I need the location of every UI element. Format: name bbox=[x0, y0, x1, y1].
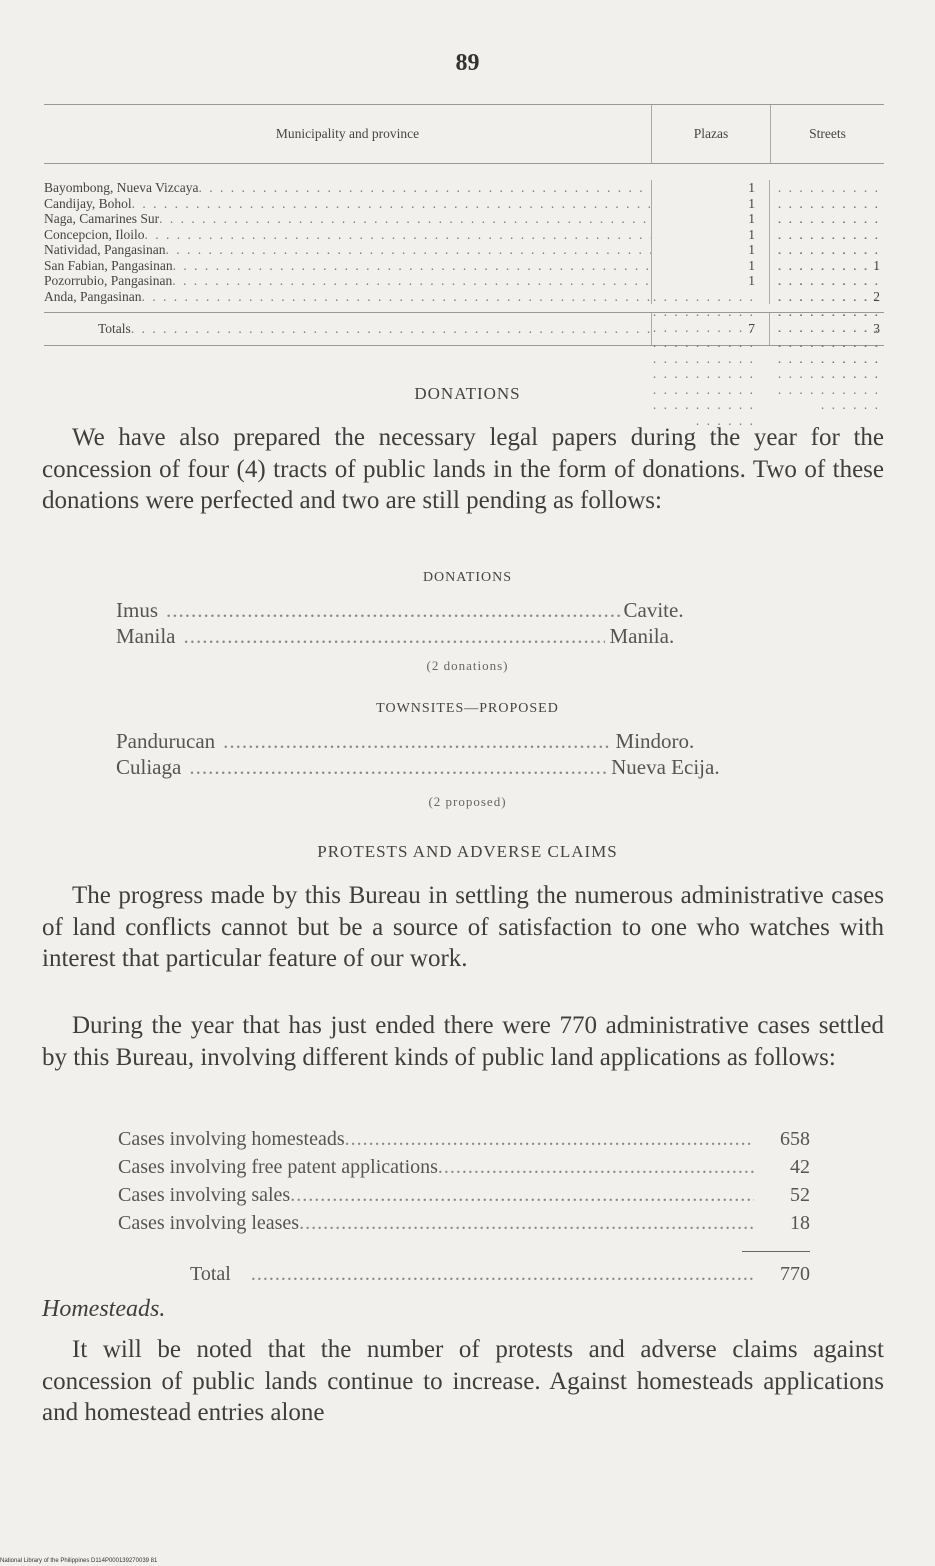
row-streets: 2 bbox=[769, 289, 884, 305]
list-province: Nueva Ecija. bbox=[611, 755, 720, 779]
case-label: Cases involving sales bbox=[118, 1184, 291, 1206]
total-value: 770 bbox=[780, 1263, 810, 1285]
townsites-note: (2 proposed) bbox=[428, 794, 507, 809]
list-province: Mindoro. bbox=[615, 729, 695, 753]
list-item bbox=[116, 597, 684, 623]
header-municipality: Municipality and province bbox=[275, 126, 420, 141]
row-plazas: 1 bbox=[651, 196, 769, 212]
case-value: 42 bbox=[790, 1156, 810, 1178]
donations-list bbox=[116, 597, 684, 649]
row-name: Natividad, Pangasinan bbox=[44, 242, 166, 257]
townsites-list bbox=[116, 728, 720, 780]
list-province: Manila. bbox=[609, 624, 675, 648]
protests-heading: PROTESTS AND ADVERSE CLAIMS bbox=[317, 842, 618, 861]
case-value: 52 bbox=[790, 1184, 810, 1206]
case-label: Cases involving homesteads bbox=[118, 1128, 345, 1150]
list-place: Manila bbox=[116, 624, 176, 648]
header-streets: Streets bbox=[770, 105, 884, 163]
total-row bbox=[118, 1260, 810, 1288]
totals-plazas: 7 bbox=[651, 313, 769, 345]
total-rule bbox=[742, 1251, 810, 1252]
row-name: Candijay, Bohol bbox=[44, 195, 132, 211]
list-item bbox=[118, 1209, 810, 1237]
row-plazas: 1 bbox=[651, 180, 769, 196]
row-plazas: 1 bbox=[651, 211, 769, 227]
table-row bbox=[44, 227, 884, 243]
case-value: 658 bbox=[780, 1128, 810, 1150]
list-place: Pandurucan bbox=[116, 729, 216, 753]
homesteads-paragraph: It will be noted that the number of protests and adverse claims against concession of public lands continue to increase. Against homesteads applications and homestead entries alone bbox=[42, 1336, 884, 1426]
donations-note: (2 donations) bbox=[426, 658, 509, 673]
table-row bbox=[44, 196, 884, 212]
donations-subheading: DONATIONS bbox=[422, 570, 513, 585]
case-value: 18 bbox=[790, 1212, 810, 1234]
row-name: Anda, Pangasinan bbox=[44, 288, 142, 304]
list-item bbox=[116, 754, 720, 780]
row-plazas: 1 bbox=[651, 242, 769, 258]
case-label: Cases involving leases bbox=[118, 1212, 300, 1234]
page-number: 89 bbox=[455, 50, 480, 76]
table-row bbox=[44, 289, 884, 305]
table-row bbox=[44, 273, 884, 289]
table-row bbox=[44, 180, 884, 196]
table-row bbox=[44, 258, 884, 274]
townsites-heading: TOWNSITES—PROPOSED bbox=[376, 701, 559, 716]
protests-paragraph-2: During the year that has just ended there were 770 administrative cases settled by this Bureau, involving different kinds of public land applications as follows: bbox=[42, 1012, 884, 1071]
protests-paragraph-1: The progress made by this Bureau in settling the numerous administrative cases of land conflicts cannot but be a source of satisfaction to one who watches with interest that particular feature of our work. bbox=[42, 882, 884, 972]
donations-paragraph: We have also prepared the necessary legal papers during the year for the concession of four (4) tracts of public lands in the form of donations. Two of these donations were perfected and two are still pending as follows: bbox=[42, 424, 884, 514]
list-item bbox=[116, 728, 720, 754]
list-place: Culiaga bbox=[116, 755, 182, 779]
row-plazas: 1 bbox=[651, 273, 769, 289]
totals-label: Totals bbox=[98, 321, 131, 336]
cases-list bbox=[118, 1125, 810, 1288]
table-row bbox=[44, 211, 884, 227]
donations-heading: DONATIONS bbox=[414, 384, 521, 403]
table-row bbox=[44, 242, 884, 258]
header-plazas: Plazas bbox=[651, 105, 770, 163]
row-plazas: 1 bbox=[651, 258, 769, 274]
list-item bbox=[116, 623, 684, 649]
list-item bbox=[118, 1153, 810, 1181]
list-province: Cavite. bbox=[623, 598, 684, 622]
totals-streets: 3 bbox=[769, 313, 884, 345]
row-name: Concepcion, Iloilo bbox=[44, 226, 145, 242]
list-item bbox=[118, 1125, 810, 1153]
row-plazas: 1 bbox=[651, 227, 769, 243]
homesteads-heading: Homesteads. bbox=[42, 1296, 166, 1322]
row-streets: 1 bbox=[769, 258, 884, 274]
row-name: Pozorrubio, Pangasinan bbox=[44, 273, 173, 288]
row-name: San Fabian, Pangasinan bbox=[44, 257, 173, 273]
list-item bbox=[118, 1181, 810, 1209]
footer-credit: National Library of the Philippines D114P000139270039 81 bbox=[0, 1558, 158, 1564]
total-label: Total bbox=[190, 1263, 231, 1285]
case-label: Cases involving free patent applications bbox=[118, 1156, 438, 1178]
table-body bbox=[44, 164, 884, 304]
row-name: Naga, Camarines Sur bbox=[44, 211, 160, 226]
list-place: Imus bbox=[116, 598, 158, 622]
row-name: Bayombong, Nueva Vizcaya bbox=[44, 180, 199, 195]
table-header bbox=[44, 105, 884, 164]
municipality-table bbox=[44, 104, 884, 346]
totals-row bbox=[44, 312, 884, 345]
